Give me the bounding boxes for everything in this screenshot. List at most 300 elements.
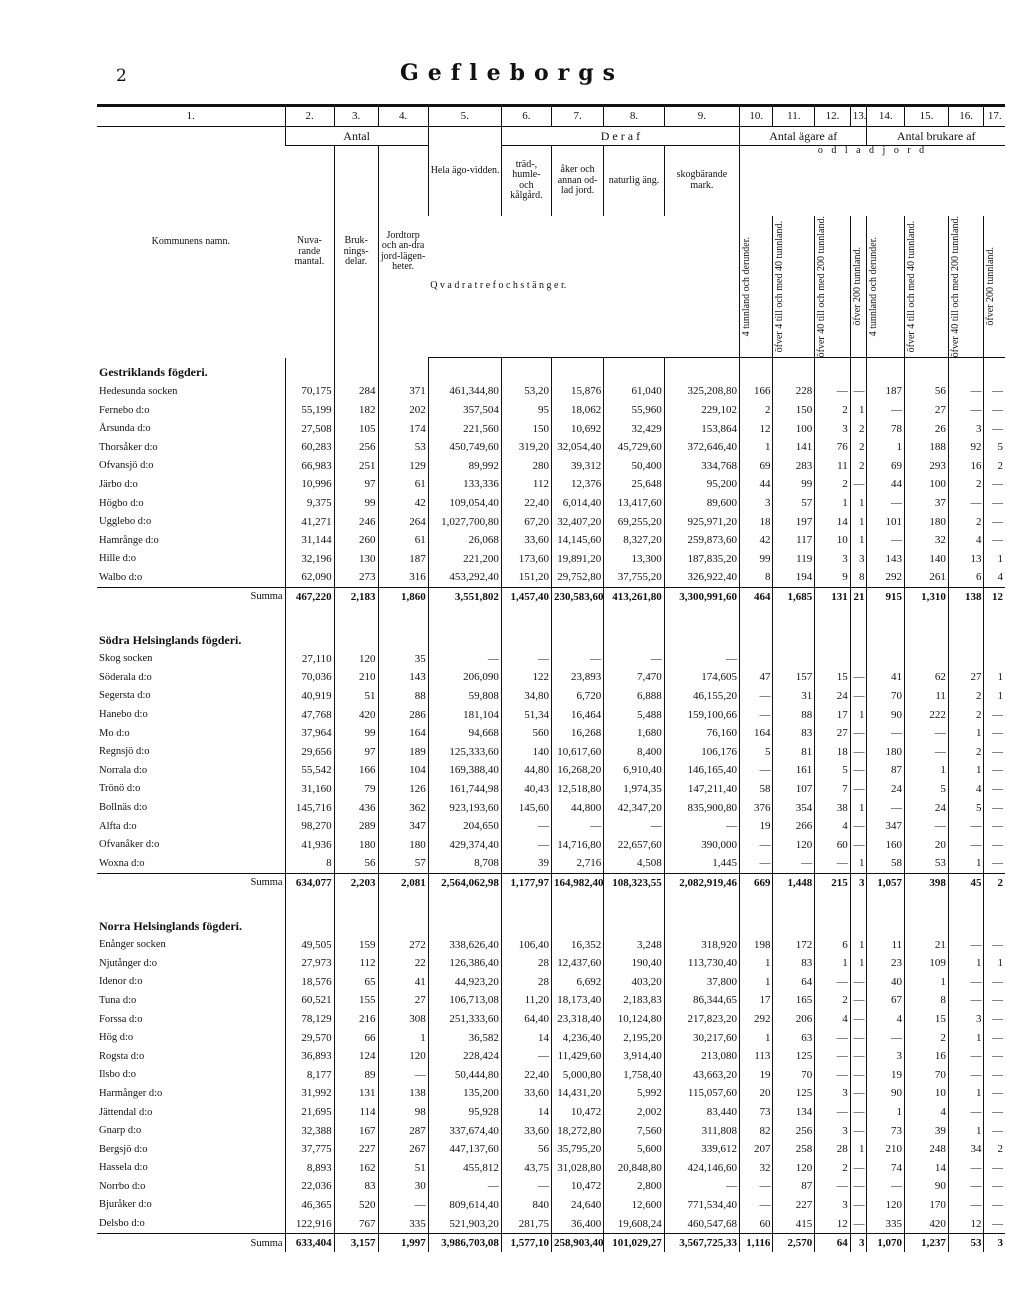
data-cell: 1,680 (604, 724, 665, 743)
data-cell: 173,60 (501, 550, 551, 569)
data-cell: 113 (740, 1047, 773, 1066)
data-cell: 26 (905, 419, 949, 438)
data-cell: 66 (334, 1028, 378, 1047)
data-cell: 99 (334, 724, 378, 743)
kommun-name: Årsunda d:o (99, 423, 151, 435)
data-cell: 1 (948, 1121, 984, 1140)
data-cell: — (984, 475, 1005, 494)
data-cell: 16 (905, 1047, 949, 1066)
column-number: 15. (905, 106, 949, 127)
data-cell: 104 (378, 761, 428, 780)
empty-cell (664, 625, 739, 650)
summa-cell: 230,583,60 (551, 587, 603, 606)
data-cell: 60 (740, 1214, 773, 1233)
data-cell: — (604, 817, 665, 836)
data-cell: — (984, 1010, 1005, 1029)
data-cell: 1 (948, 761, 984, 780)
section-name: Norra Helsinglands fögderi. (99, 918, 242, 933)
table-row (97, 935, 1005, 954)
data-cell: 159,100,66 (664, 705, 739, 724)
table-row (97, 1140, 1005, 1159)
data-cell: 19 (867, 1066, 905, 1085)
data-cell: 420 (905, 1214, 949, 1233)
data-cell: — (740, 1196, 773, 1215)
data-cell: 9,375 (285, 494, 334, 513)
summa-cell: 1,310 (905, 587, 949, 606)
header-aker: åker och annan od-lad jord. (551, 146, 603, 216)
kommun-name: Trönö d:o (99, 783, 141, 795)
data-cell: 69 (867, 457, 905, 476)
data-cell: 24 (905, 798, 949, 817)
data-cell (815, 649, 851, 668)
empty-cell (905, 911, 949, 936)
data-cell: 1 (815, 494, 851, 513)
summa-cell: 1,070 (867, 1233, 905, 1252)
empty-cell (905, 625, 949, 650)
data-cell: 390,000 (664, 835, 739, 854)
data-cell: 334,768 (664, 457, 739, 476)
data-cell: 2,002 (604, 1103, 665, 1122)
kommun-name: Järbo d:o (99, 478, 138, 490)
empty-cell (428, 358, 501, 383)
header-qvadratref: Q v a d r a t r e f o c h s t ä n g e r. (428, 216, 739, 358)
data-cell: 436 (334, 798, 378, 817)
data-cell: 284 (334, 382, 378, 401)
data-cell: 292 (867, 568, 905, 587)
data-cell: 41 (867, 668, 905, 687)
header-sub-label: öfver 40 till och med 200 tunnland. (949, 215, 961, 358)
data-cell: — (867, 1028, 905, 1047)
data-cell: — (984, 419, 1005, 438)
summa-cell: 53 (948, 1233, 984, 1252)
header-sub-label: öfver 200 tunnland. (851, 247, 863, 326)
data-cell: 3 (815, 1121, 851, 1140)
data-cell: 125 (773, 1084, 815, 1103)
data-cell: 41,936 (285, 835, 334, 854)
data-cell: 376 (740, 798, 773, 817)
data-cell (984, 649, 1005, 668)
summa-cell: 669 (740, 873, 773, 892)
data-cell: 20 (740, 1084, 773, 1103)
data-cell: 87 (867, 761, 905, 780)
data-cell: 151,20 (501, 568, 551, 587)
spacer-cell (773, 892, 815, 911)
data-cell: 89,992 (428, 457, 501, 476)
data-cell: — (815, 1066, 851, 1085)
data-cell: 120 (867, 1196, 905, 1215)
data-cell: 4,236,40 (551, 1028, 603, 1047)
data-cell: 1 (740, 954, 773, 973)
kommun-name: Hille d:o (99, 553, 137, 565)
data-cell: 2 (815, 991, 851, 1010)
data-cell: 266 (773, 817, 815, 836)
kommun-name: Walbo d:o (99, 571, 143, 583)
data-cell: 21 (905, 935, 949, 954)
data-cell: 335 (378, 1214, 428, 1233)
table-row (97, 438, 1005, 457)
data-cell: 925,971,20 (664, 512, 739, 531)
spacer-cell (815, 892, 851, 911)
data-cell: 221,200 (428, 550, 501, 569)
table-row (97, 1177, 1005, 1196)
data-cell: 8 (850, 568, 867, 587)
data-cell: 1 (905, 973, 949, 992)
empty-cell (604, 358, 665, 383)
data-cell: 5 (984, 438, 1005, 457)
kommun-name: Mo d:o (99, 727, 130, 739)
column-number: 6. (501, 106, 551, 127)
data-cell: 153,864 (664, 419, 739, 438)
data-cell: 38 (815, 798, 851, 817)
data-cell: — (948, 494, 984, 513)
data-cell: 7 (815, 780, 851, 799)
summa-cell: 3 (850, 1233, 867, 1252)
data-cell: 82 (740, 1121, 773, 1140)
data-cell: 106,176 (664, 742, 739, 761)
data-cell: — (948, 935, 984, 954)
empty-cell (334, 358, 378, 383)
empty-cell (334, 911, 378, 936)
data-cell: — (867, 1177, 905, 1196)
data-cell: 42 (378, 494, 428, 513)
data-cell: 210 (867, 1140, 905, 1159)
table-row (97, 705, 1005, 724)
data-cell: — (948, 1103, 984, 1122)
summa-cell: 3,551,802 (428, 587, 501, 606)
spacer-cell (501, 892, 551, 911)
kommun-name: Enånger socken (99, 939, 166, 951)
data-cell: 155 (334, 991, 378, 1010)
empty-cell (604, 625, 665, 650)
header-sub-label: 4 tunnland och derunder. (868, 236, 880, 337)
data-cell: 146,165,40 (664, 761, 739, 780)
data-cell: 1,027,700,80 (428, 512, 501, 531)
data-cell: 50,444,80 (428, 1066, 501, 1085)
data-cell: 27 (378, 991, 428, 1010)
kommun-name: Hedesunda socken (99, 385, 178, 397)
data-cell: 44 (740, 475, 773, 494)
data-cell: 37,775 (285, 1140, 334, 1159)
empty-cell (984, 358, 1005, 383)
empty-cell (664, 911, 739, 936)
summa-cell: 3,157 (334, 1233, 378, 1252)
data-cell: 4 (948, 780, 984, 799)
empty-cell (773, 911, 815, 936)
data-cell: 162 (334, 1159, 378, 1178)
data-cell: 90 (867, 705, 905, 724)
table-row (97, 687, 1005, 706)
data-cell: 204,650 (428, 817, 501, 836)
data-cell: 835,900,80 (664, 798, 739, 817)
data-cell: 53,20 (501, 382, 551, 401)
data-cell: — (905, 724, 949, 743)
data-cell: 1 (850, 531, 867, 550)
data-cell: — (948, 973, 984, 992)
data-cell: 83 (334, 1177, 378, 1196)
data-cell: 182 (334, 401, 378, 420)
header-antal: Antal (285, 126, 428, 146)
kommun-name: Segersta d:o (99, 690, 151, 702)
header-sub-label: öfver 4 till och med 40 tunnland. (774, 220, 786, 353)
data-cell: 62 (905, 668, 949, 687)
data-cell: — (948, 382, 984, 401)
header-sub-8 (984, 216, 1005, 358)
column-number: 9. (664, 106, 739, 127)
summa-cell: 398 (905, 873, 949, 892)
data-cell: 120 (378, 1047, 428, 1066)
summa-cell: 3 (850, 873, 867, 892)
data-cell: — (740, 687, 773, 706)
data-cell: 2 (850, 419, 867, 438)
data-cell: 124 (334, 1047, 378, 1066)
kommun-name: Rogsta d:o (99, 1050, 145, 1062)
empty-cell (378, 625, 428, 650)
data-cell: — (984, 935, 1005, 954)
data-cell: 6,692 (551, 973, 603, 992)
kommun-name: Fernebo d:o (99, 404, 150, 416)
data-cell: — (984, 1214, 1005, 1233)
data-cell: 11 (867, 935, 905, 954)
data-cell: 5 (815, 761, 851, 780)
data-cell: 3 (815, 550, 851, 569)
data-cell: 29,570 (285, 1028, 334, 1047)
data-cell: 1 (984, 954, 1005, 973)
data-cell: 5,488 (604, 705, 665, 724)
data-cell: 170 (905, 1196, 949, 1215)
empty-cell (948, 911, 984, 936)
data-cell: — (984, 991, 1005, 1010)
data-cell: 8 (905, 991, 949, 1010)
summa-cell: 1,116 (740, 1233, 773, 1252)
summa-cell: 101,029,27 (604, 1233, 665, 1252)
data-cell: 25,648 (604, 475, 665, 494)
data-cell: 73 (867, 1121, 905, 1140)
data-cell: 420 (334, 705, 378, 724)
data-cell: — (551, 817, 603, 836)
data-cell: 2 (984, 1140, 1005, 1159)
spacer-cell (551, 606, 603, 625)
data-cell: 8 (740, 568, 773, 587)
data-cell: 42 (740, 531, 773, 550)
data-cell: 39,312 (551, 457, 603, 476)
column-number: 5. (428, 106, 501, 127)
kommun-name: Tuna d:o (99, 994, 137, 1006)
data-cell: — (984, 1066, 1005, 1085)
data-cell: — (984, 401, 1005, 420)
header-kommunens-namn: Kommunens namn. (151, 235, 230, 247)
data-cell: 188 (905, 438, 949, 457)
data-cell: 4 (815, 1010, 851, 1029)
empty-cell (378, 358, 428, 383)
data-cell: 94,668 (428, 724, 501, 743)
data-cell: — (850, 1121, 867, 1140)
header-sub-1 (740, 216, 773, 358)
data-cell: 140 (501, 742, 551, 761)
data-cell: 4 (867, 1010, 905, 1029)
data-cell: 27,110 (285, 649, 334, 668)
data-cell: 10 (905, 1084, 949, 1103)
data-cell: 26,068 (428, 531, 501, 550)
empty-cell (551, 358, 603, 383)
data-cell: — (867, 798, 905, 817)
kommun-name: Skog socken (99, 653, 153, 665)
data-cell: 40,43 (501, 780, 551, 799)
data-cell: 20,848,80 (604, 1159, 665, 1178)
data-cell: 78,129 (285, 1010, 334, 1029)
spacer-cell (984, 606, 1005, 625)
data-cell: 43,75 (501, 1159, 551, 1178)
data-cell: 248 (905, 1140, 949, 1159)
data-cell: — (850, 1084, 867, 1103)
empty-cell (867, 625, 905, 650)
data-cell: — (984, 798, 1005, 817)
header-sub-3 (815, 216, 851, 358)
kommun-name: Ugglebo d:o (99, 516, 152, 528)
data-cell: — (815, 854, 851, 873)
data-cell: 37,755,20 (604, 568, 665, 587)
data-cell: 228,424 (428, 1047, 501, 1066)
data-cell: — (948, 401, 984, 420)
data-cell: 37 (905, 494, 949, 513)
data-cell: 76,160 (664, 724, 739, 743)
data-cell: 8,893 (285, 1159, 334, 1178)
empty-cell (984, 625, 1005, 650)
header-sub-label: 4 tunnland och derunder. (741, 236, 753, 337)
summa-cell: 138 (948, 587, 984, 606)
data-cell: 14 (501, 1028, 551, 1047)
summa-cell: 1,997 (378, 1233, 428, 1252)
data-cell: — (948, 817, 984, 836)
data-cell: 37,800 (664, 973, 739, 992)
data-cell: 120 (334, 649, 378, 668)
data-cell: 2 (948, 475, 984, 494)
data-cell: 20 (905, 835, 949, 854)
spacer-cell (334, 606, 378, 625)
data-cell: 47 (740, 668, 773, 687)
data-cell: 1 (850, 1140, 867, 1159)
data-cell: 28 (501, 973, 551, 992)
spacer-cell (604, 892, 665, 911)
data-cell: 76 (815, 438, 851, 457)
data-cell: 197 (773, 512, 815, 531)
data-cell: 339,612 (664, 1140, 739, 1159)
data-cell: — (984, 1177, 1005, 1196)
data-cell: 14,431,20 (551, 1084, 603, 1103)
header-sub-label: öfver 40 till och med 200 tunnland. (816, 215, 828, 358)
data-cell: 74 (867, 1159, 905, 1178)
data-cell: 13 (948, 550, 984, 569)
data-cell: 3 (948, 419, 984, 438)
data-cell: 6,888 (604, 687, 665, 706)
data-cell: 12 (740, 419, 773, 438)
kommun-name: Ofvansjö d:o (99, 460, 154, 472)
data-cell: 40 (867, 973, 905, 992)
data-cell: 32,054,40 (551, 438, 603, 457)
header-bruksningsdelar: Bruk-nings-delar. (334, 146, 378, 358)
data-cell: — (815, 973, 851, 992)
data-cell: — (551, 649, 603, 668)
data-cell: 21,695 (285, 1103, 334, 1122)
summa-cell: 164,982,40 (551, 873, 603, 892)
data-cell: 69,255,20 (604, 512, 665, 531)
data-cell: 83 (773, 954, 815, 973)
data-cell: 61 (378, 475, 428, 494)
data-cell: 63 (773, 1028, 815, 1047)
empty-cell (428, 911, 501, 936)
page-title: Gefleborgs (399, 60, 625, 86)
data-cell: 10,124,80 (604, 1010, 665, 1029)
data-cell: 22 (378, 954, 428, 973)
data-cell: 372,646,40 (664, 438, 739, 457)
statistics-table (97, 104, 1005, 1252)
table-row (97, 1047, 1005, 1066)
data-cell: 99 (740, 550, 773, 569)
data-cell: 287 (378, 1121, 428, 1140)
data-cell: 1 (378, 1028, 428, 1047)
summa-label: Summa (97, 587, 285, 606)
data-cell: 22,40 (501, 1066, 551, 1085)
data-cell: 51 (378, 1159, 428, 1178)
summa-cell: 915 (867, 587, 905, 606)
data-cell: 17 (815, 705, 851, 724)
table-row (97, 649, 1005, 668)
data-cell: 55,542 (285, 761, 334, 780)
data-cell: — (948, 1159, 984, 1178)
data-cell: — (815, 1028, 851, 1047)
data-cell: 18,272,80 (551, 1121, 603, 1140)
summa-cell: 3,986,703,08 (428, 1233, 501, 1252)
table-row (97, 991, 1005, 1010)
empty-cell (285, 625, 334, 650)
data-cell: 99 (773, 475, 815, 494)
data-cell: — (378, 1066, 428, 1085)
table-row (97, 419, 1005, 438)
column-number: 11. (773, 106, 815, 127)
data-cell: 88 (378, 687, 428, 706)
data-cell: — (984, 854, 1005, 873)
column-number: 17. (984, 106, 1005, 127)
data-cell: 311,808 (664, 1121, 739, 1140)
data-cell: 32,196 (285, 550, 334, 569)
data-cell: 210 (334, 668, 378, 687)
data-cell: 31,992 (285, 1084, 334, 1103)
data-cell: — (664, 1177, 739, 1196)
data-cell: 1 (850, 798, 867, 817)
data-cell: 18 (815, 742, 851, 761)
page-number: 2 (116, 66, 127, 86)
data-cell: — (850, 724, 867, 743)
data-cell: 88 (773, 705, 815, 724)
data-cell: 64,40 (501, 1010, 551, 1029)
data-cell: 1 (815, 954, 851, 973)
data-cell: 172 (773, 935, 815, 954)
data-cell: 27,508 (285, 419, 334, 438)
data-cell: 12,600 (604, 1196, 665, 1215)
summa-cell: 1,177,97 (501, 873, 551, 892)
empty-cell (815, 358, 851, 383)
spacer-cell (948, 606, 984, 625)
data-cell: 112 (501, 475, 551, 494)
data-cell: 117 (773, 531, 815, 550)
data-cell: 256 (334, 438, 378, 457)
data-cell: — (984, 780, 1005, 799)
data-cell: 246 (334, 512, 378, 531)
spacer-cell (867, 892, 905, 911)
data-cell: 335 (867, 1214, 905, 1233)
data-cell: 286 (378, 705, 428, 724)
header-jordtorp: Jordtorp och an-dra jord-lägen-heter. (378, 146, 428, 358)
data-cell: 95,928 (428, 1103, 501, 1122)
